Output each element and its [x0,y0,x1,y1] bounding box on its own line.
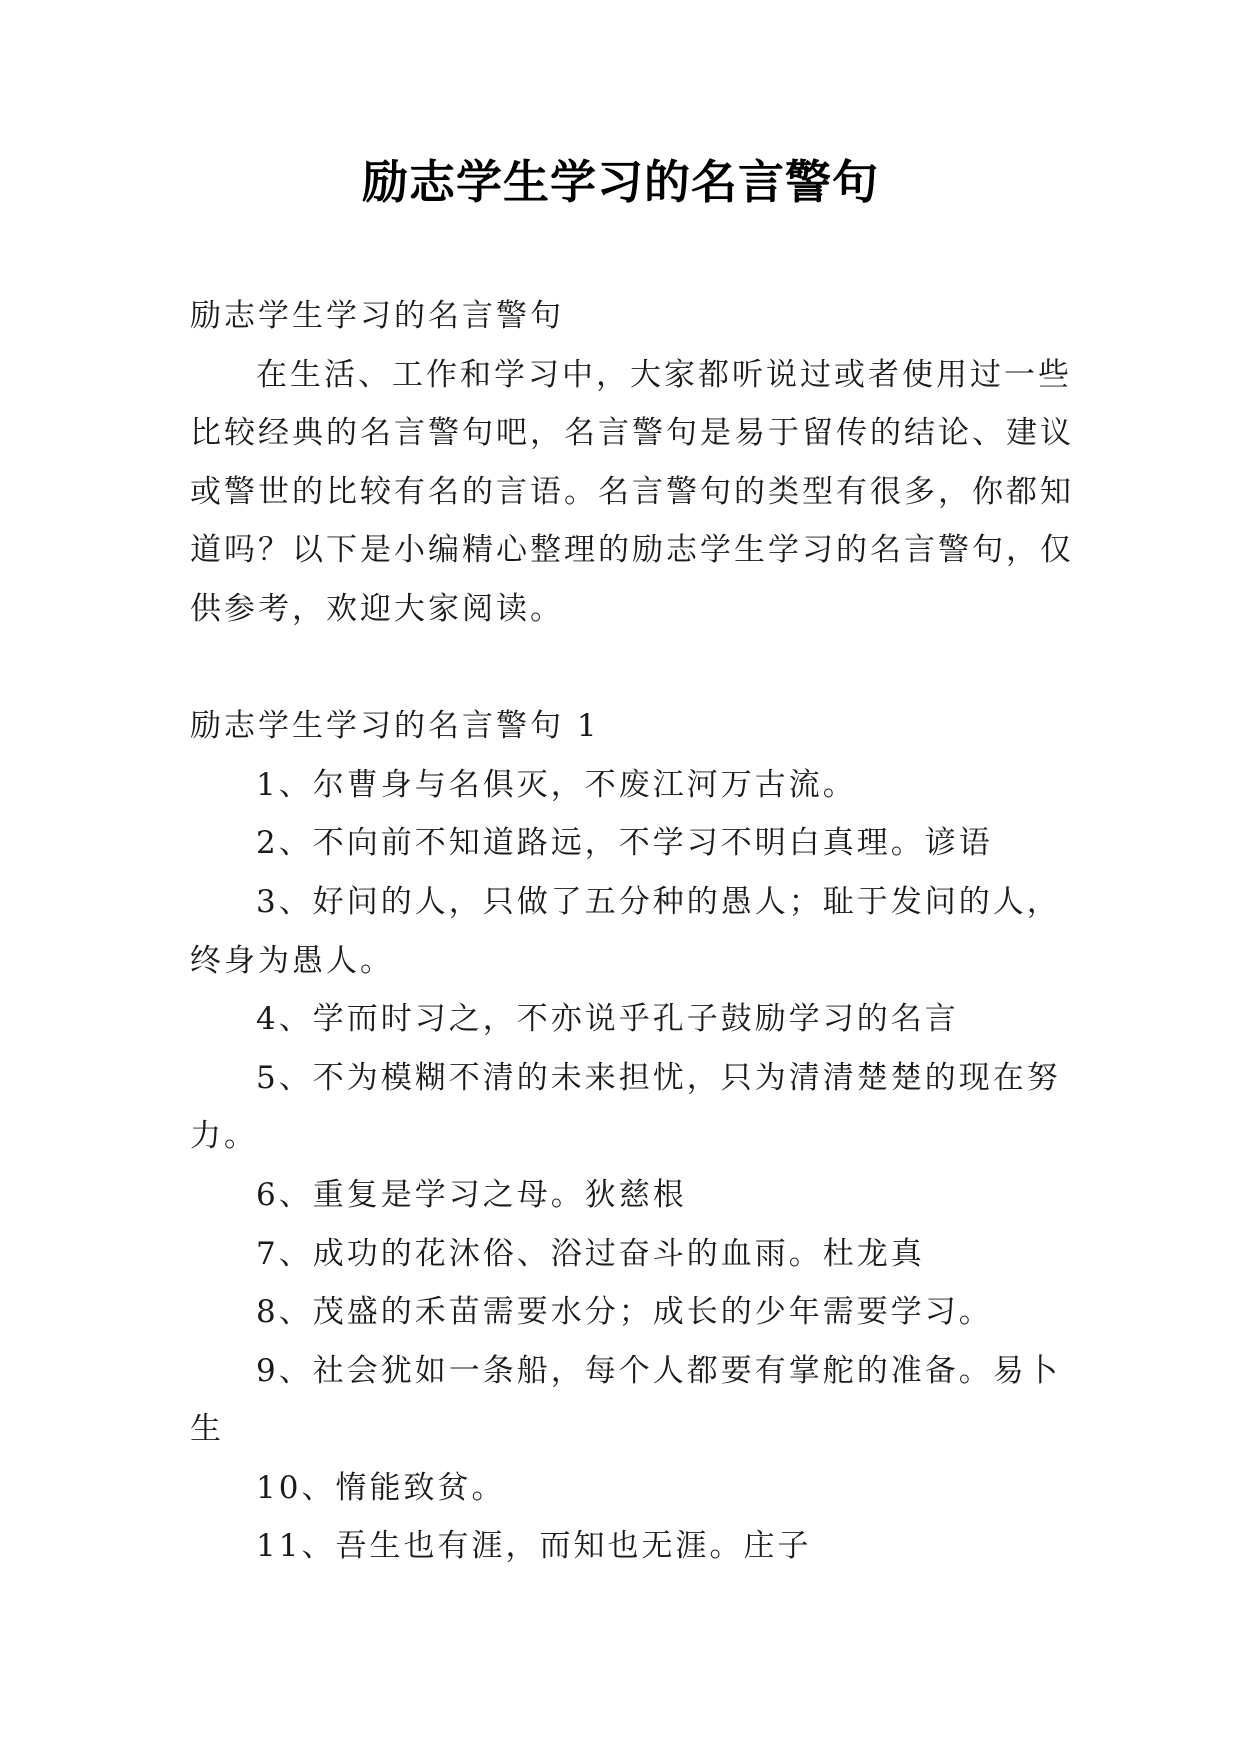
quote-item: 1、尔曹身与名俱灭，不废江河万古流。 [256,766,857,803]
quote-item: 9、社会犹如一条船，每个人都要有掌舵的准备。易卜 [256,1352,1061,1389]
intro-line: 供参考，欢迎大家阅读。 [190,590,564,627]
document-title: 励志学生学习的名言警句 [362,155,879,209]
quote-item: 11、吾生也有涯，而知也无涯。庄子 [256,1528,812,1565]
document-body [190,287,1074,1576]
intro-line: 或警世的比较有名的言语。名言警句的类型有很多，你都知 [190,473,1074,510]
quote-item: 3、好问的人，只做了五分种的愚人；耻于发问的人， [256,883,1061,920]
quote-item: 7、成功的花沐俗、浴过奋斗的血雨。杜龙真 [256,1235,925,1272]
subheading: 励志学生学习的名言警句 [190,298,564,334]
intro-line: 比较经典的名言警句吧，名言警句是易于留传的结论、建议 [190,415,1074,452]
intro-paragraph [190,346,1074,639]
quote-list [190,756,1061,1576]
quote-item: 8、茂盛的禾苗需要水分；成长的少年需要学习。 [256,1294,993,1331]
quote-item: 5、不为模糊不清的未来担忧，只为清清楚楚的现在努 [256,1059,1061,1096]
quote-item: 6、重复是学习之母。狄慈根 [256,1176,687,1213]
quote-item-continuation: 力。 [190,1118,258,1155]
paragraph-gap [190,639,1056,698]
quote-item: 10、惰能致贫。 [256,1469,506,1506]
quote-item-continuation: 终身为愚人。 [190,942,394,979]
quote-item-continuation: 生 [190,1411,224,1448]
section-heading: 励志学生学习的名言警句 1 [190,708,600,745]
intro-line: 道吗？以下是小编精心整理的励志学生学习的名言警句，仅 [190,532,1074,569]
intro-line: 在生活、工作和学习中，大家都听说过或者使用过一些 [256,356,1072,393]
quote-item: 4、学而时习之，不亦说乎孔子鼓励学习的名言 [256,1001,959,1038]
quote-item: 2、不向前不知道路远，不学习不明白真理。谚语 [256,825,993,862]
